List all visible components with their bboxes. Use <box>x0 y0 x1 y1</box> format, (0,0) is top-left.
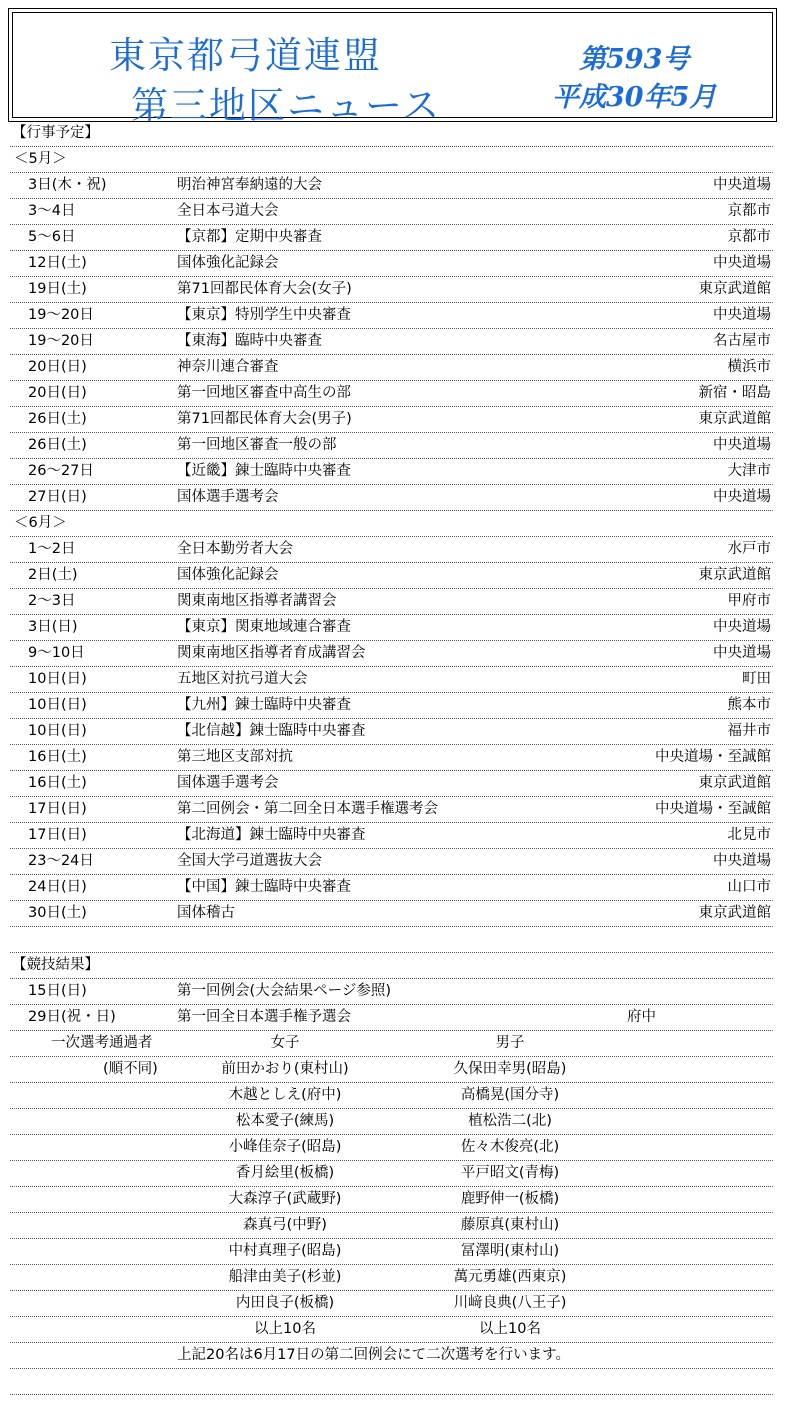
event-place: 中央道場・至誠館 <box>655 749 771 765</box>
event-name: 【中国】錬士臨時中央審査 <box>177 879 351 895</box>
event-place: 熊本市 <box>727 697 771 713</box>
event-row <box>10 485 773 511</box>
schedule-heading-row <box>10 121 773 147</box>
event-name: 【東海】臨時中央審査 <box>177 333 322 349</box>
event-row <box>10 615 773 641</box>
event-place: 京都市 <box>727 203 771 219</box>
event-row <box>10 563 773 589</box>
qualifier-row <box>10 1187 773 1213</box>
event-date: 16日(土) <box>28 749 87 765</box>
event-date: 9～10日 <box>28 645 85 661</box>
event-date: 10日(日) <box>28 671 87 687</box>
schedule-heading: 【行事予定】 <box>12 125 99 141</box>
event-place: 北見市 <box>727 827 771 843</box>
event-name: 明治神宮奉納遠的大会 <box>177 177 322 193</box>
issue-number: 第593号 <box>579 44 690 75</box>
event-name: 国体強化記録会 <box>177 255 279 271</box>
qualifier-row <box>10 1161 773 1187</box>
event-row <box>10 537 773 563</box>
event-date: 10日(日) <box>28 697 87 713</box>
event-name: 【北信越】錬士臨時中央審査 <box>177 723 366 739</box>
event-name: 第一回地区審査中高生の部 <box>177 385 351 401</box>
event-place: 新宿・昭島 <box>698 385 771 401</box>
selection-header-row <box>10 1031 773 1057</box>
event-row <box>10 849 773 875</box>
result-event-row <box>10 1005 773 1031</box>
closing-note-row <box>10 1343 773 1369</box>
month-heading-row <box>10 511 773 537</box>
event-name: 【東京】特別学生中央審査 <box>177 307 351 323</box>
event-row <box>10 875 773 901</box>
event-date: 3～4日 <box>28 203 76 219</box>
event-date: 17日(日) <box>28 801 87 817</box>
women-qualifier: 小峰佳奈子(昭島) <box>228 1139 342 1155</box>
men-qualifier: 高橋晃(国分寺) <box>460 1087 560 1103</box>
men-qualifier: 鹿野伸一(板橋) <box>460 1191 560 1207</box>
result-date: 15日(日) <box>28 983 87 999</box>
men-qualifier: 川﨑良典(八王子) <box>453 1295 567 1311</box>
event-place: 中央道場 <box>713 853 771 869</box>
event-row <box>10 641 773 667</box>
men-qualifier: 久保田幸男(昭島) <box>453 1061 567 1077</box>
event-place: 中央道場 <box>713 489 771 505</box>
event-date: 19～20日 <box>28 307 94 323</box>
blank-row <box>10 1369 773 1395</box>
event-name: 第三地区支部対抗 <box>177 749 293 765</box>
event-name: 全日本勤労者大会 <box>177 541 293 557</box>
event-row <box>10 173 773 199</box>
women-qualifier: 木越としえ(府中) <box>228 1087 342 1103</box>
event-date: 23～24日 <box>28 853 94 869</box>
event-name: 五地区対抗弓道大会 <box>177 671 308 687</box>
event-place: 中央道場・至誠館 <box>655 801 771 817</box>
event-name: 全国大学弓道選抜大会 <box>177 853 322 869</box>
closing-note: 上記20名は6月17日の第二回例会にて二次選考を行います。 <box>177 1347 570 1363</box>
women-qualifier: 前田かおり(東村山) <box>221 1061 349 1077</box>
result-name: 第一回全日本選手権予選会 <box>177 1009 351 1025</box>
qualifier-row <box>10 1265 773 1291</box>
result-name: 第一回例会(大会結果ページ参照) <box>177 983 392 999</box>
event-date: 10日(日) <box>28 723 87 739</box>
event-name: 国体稽古 <box>177 905 235 921</box>
qualifier-row <box>10 1109 773 1135</box>
result-date: 29日(祝・日) <box>28 1009 116 1025</box>
women-qualifier: 大森淳子(武蔵野) <box>228 1191 342 1207</box>
event-place: 中央道場 <box>713 619 771 635</box>
event-date: 2日(土) <box>28 567 78 583</box>
event-date: 12日(土) <box>28 255 87 271</box>
event-place: 中央道場 <box>713 645 771 661</box>
event-place: 横浜市 <box>727 359 771 375</box>
event-date: 3日(日) <box>28 619 78 635</box>
women-column-header: 女子 <box>270 1035 300 1051</box>
event-row <box>10 355 773 381</box>
event-place: 東京武道館 <box>698 567 771 583</box>
newsletter-title-line1: 東京都弓道連盟 <box>109 34 382 77</box>
event-name: 【九州】錬士臨時中央審査 <box>177 697 351 713</box>
men-total: 以上10名 <box>479 1321 541 1337</box>
qualifier-row <box>10 1213 773 1239</box>
event-name: 【東京】関東地域連合審査 <box>177 619 351 635</box>
event-date: 27日(日) <box>28 489 87 505</box>
results-heading-row <box>10 953 773 979</box>
event-place: 東京武道館 <box>698 411 771 427</box>
selection-note: (順不同) <box>103 1061 158 1077</box>
men-qualifier: 平戸昭文(青梅) <box>460 1165 560 1181</box>
event-date: 30日(土) <box>28 905 87 921</box>
men-qualifier: 冨澤明(東村山) <box>460 1243 560 1259</box>
event-name: 【近畿】錬士臨時中央審査 <box>177 463 351 479</box>
event-row <box>10 459 773 485</box>
event-place: 中央道場 <box>713 177 771 193</box>
event-name: 【北海道】錬士臨時中央審査 <box>177 827 366 843</box>
event-name: 第一回地区審査一般の部 <box>177 437 337 453</box>
event-place: 東京武道館 <box>698 905 771 921</box>
event-row <box>10 199 773 225</box>
month-label: ＜6月＞ <box>14 515 67 531</box>
event-name: 国体選手選考会 <box>177 489 279 505</box>
event-row <box>10 277 773 303</box>
result-event-row <box>10 979 773 1005</box>
event-name: 国体選手選考会 <box>177 775 279 791</box>
event-name: 関東南地区指導者育成講習会 <box>177 645 366 661</box>
event-row <box>10 745 773 771</box>
event-date: 17日(日) <box>28 827 87 843</box>
event-date: 1～2日 <box>28 541 76 557</box>
event-row <box>10 901 773 927</box>
qualifier-row <box>10 1057 773 1083</box>
event-date: 26日(土) <box>28 411 87 427</box>
event-row <box>10 719 773 745</box>
event-place: 名古屋市 <box>713 333 771 349</box>
event-row <box>10 589 773 615</box>
event-row <box>10 823 773 849</box>
month-label: ＜5月＞ <box>14 151 67 167</box>
event-row <box>10 329 773 355</box>
event-row <box>10 797 773 823</box>
event-place: 中央道場 <box>713 307 771 323</box>
month-heading-row <box>10 147 773 173</box>
result-place: 府中 <box>627 1009 656 1025</box>
event-date: 16日(土) <box>28 775 87 791</box>
qualifier-row <box>10 1135 773 1161</box>
selection-label: 一次選考通過者 <box>51 1035 153 1051</box>
event-date: 2～3日 <box>28 593 76 609</box>
event-place: 中央道場 <box>713 255 771 271</box>
event-date: 19～20日 <box>28 333 94 349</box>
qualifier-row <box>10 1291 773 1317</box>
event-place: 町田 <box>742 671 771 687</box>
event-name: 第71回都民体育大会(男子) <box>177 411 352 427</box>
men-column-header: 男子 <box>495 1035 525 1051</box>
event-row <box>10 771 773 797</box>
event-name: 全日本弓道大会 <box>177 203 279 219</box>
event-date: 5～6日 <box>28 229 76 245</box>
women-total: 以上10名 <box>254 1321 316 1337</box>
event-row <box>10 693 773 719</box>
men-qualifier: 植松浩二(北) <box>468 1113 552 1129</box>
event-name: 【京都】定期中央審査 <box>177 229 322 245</box>
newsletter-title-line2: 第三地区ニュース <box>131 84 442 127</box>
newsletter-header <box>8 8 777 127</box>
women-qualifier: 松本愛子(練馬) <box>235 1113 335 1129</box>
men-qualifier: 藤原真(東村山) <box>460 1217 560 1233</box>
men-qualifier: 萬元勇雄(西東京) <box>453 1269 567 1285</box>
results-heading: 【競技結果】 <box>12 957 99 973</box>
event-date: 26～27日 <box>28 463 94 479</box>
event-name: 神奈川連合審査 <box>177 359 279 375</box>
event-name: 第二回例会・第二回全日本選手権選考会 <box>177 801 438 817</box>
event-row <box>10 251 773 277</box>
event-name: 国体強化記録会 <box>177 567 279 583</box>
event-date: 3日(木・祝) <box>28 177 107 193</box>
event-date: 26日(土) <box>28 437 87 453</box>
event-date: 20日(日) <box>28 359 87 375</box>
event-date: 20日(日) <box>28 385 87 401</box>
event-row <box>10 667 773 693</box>
event-name: 第71回都民体育大会(女子) <box>177 281 352 297</box>
event-row <box>10 303 773 329</box>
women-qualifier: 森真弓(中野) <box>243 1217 327 1233</box>
event-row <box>10 407 773 433</box>
event-place: 京都市 <box>727 229 771 245</box>
event-place: 東京武道館 <box>698 775 771 791</box>
event-row <box>10 433 773 459</box>
event-place: 東京武道館 <box>698 281 771 297</box>
blank-row <box>10 927 773 953</box>
event-place: 大津市 <box>727 463 771 479</box>
event-place: 水戸市 <box>727 541 771 557</box>
women-qualifier: 香月絵里(板橋) <box>235 1165 335 1181</box>
women-qualifier: 中村真理子(昭島) <box>228 1243 342 1259</box>
event-row <box>10 381 773 407</box>
event-date: 19日(土) <box>28 281 87 297</box>
event-place: 甲府市 <box>727 593 771 609</box>
qualifier-row <box>10 1083 773 1109</box>
event-place: 山口市 <box>727 879 771 895</box>
event-date: 24日(日) <box>28 879 87 895</box>
totals-row <box>10 1317 773 1343</box>
issue-date: 平成30年5月 <box>552 82 717 113</box>
event-name: 関東南地区指導者講習会 <box>177 593 337 609</box>
women-qualifier: 内田良子(板橋) <box>235 1295 335 1311</box>
event-place: 福井市 <box>727 723 771 739</box>
women-qualifier: 船津由美子(杉並) <box>228 1269 342 1285</box>
qualifier-row <box>10 1239 773 1265</box>
event-row <box>10 225 773 251</box>
event-place: 中央道場 <box>713 437 771 453</box>
men-qualifier: 佐々木俊亮(北) <box>460 1139 560 1155</box>
